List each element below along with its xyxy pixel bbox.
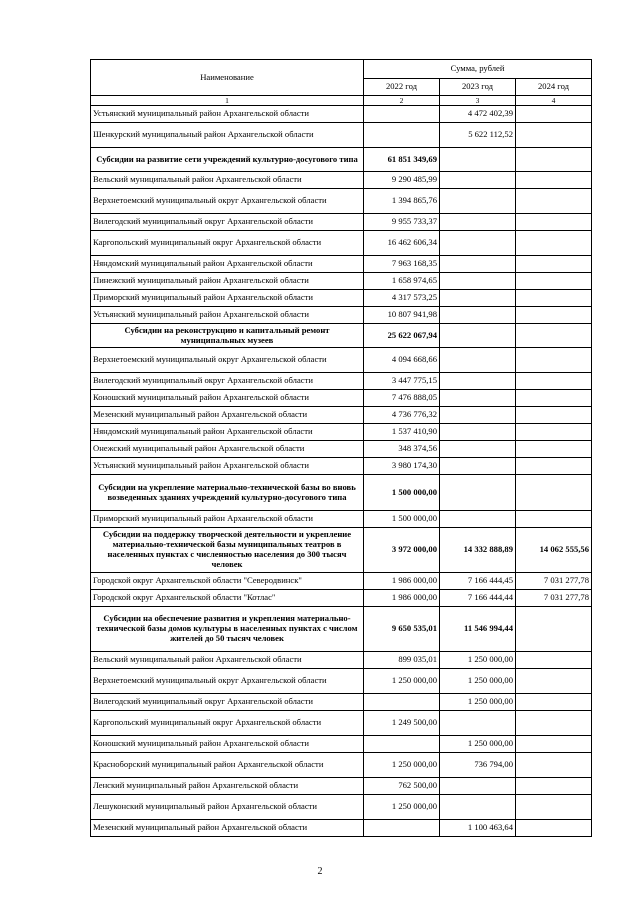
table-row — [91, 290, 592, 307]
amount-2023 — [440, 424, 516, 441]
amount-2022: 1 249 500,00 — [364, 711, 440, 736]
municipality-name: Приморский муниципальный район Архангельской области — [91, 511, 364, 528]
municipality-name: Верхнетоемский муниципальный округ Архангельской области — [91, 669, 364, 694]
amount-2024 — [516, 256, 592, 273]
table-row — [91, 172, 592, 189]
amount-2023 — [440, 148, 516, 172]
municipality-name: Устьянский муниципальный район Архангельской области — [91, 106, 364, 123]
table-row — [91, 458, 592, 475]
amount-2023 — [440, 324, 516, 348]
table-row — [91, 106, 592, 123]
table-row — [91, 407, 592, 424]
amount-2023: 7 166 444,44 — [440, 590, 516, 607]
amount-2022: 1 394 865,76 — [364, 189, 440, 214]
subsidy-title: Субсидии на поддержку творческой деятельности и укрепление материально-технической базы муниципальных театров в населенных пунктах с численностью населения до 300 тысяч человек — [91, 528, 364, 573]
amount-2023 — [440, 189, 516, 214]
subsidy-title: Субсидии на реконструкцию и капитальный ремонт муниципальных музеев — [91, 324, 364, 348]
amount-2022 — [364, 736, 440, 753]
table-row — [91, 373, 592, 390]
municipality-name: Верхнетоемский муниципальный округ Архангельской области — [91, 348, 364, 373]
header-sum: Сумма, рублей — [364, 60, 592, 79]
amount-2023: 7 166 444,45 — [440, 573, 516, 590]
amount-2023: 1 250 000,00 — [440, 669, 516, 694]
table-row — [91, 441, 592, 458]
amount-2024 — [516, 424, 592, 441]
amount-2022: 1 250 000,00 — [364, 753, 440, 778]
municipality-name: Коношский муниципальный район Архангельской области — [91, 390, 364, 407]
amount-2024 — [516, 458, 592, 475]
amount-2022: 10 807 941,98 — [364, 307, 440, 324]
municipality-name: Пинежский муниципальный район Архангельской области — [91, 273, 364, 290]
amount-2022 — [364, 694, 440, 711]
table-row — [91, 820, 592, 837]
table-row — [91, 307, 592, 324]
table-row — [91, 511, 592, 528]
amount-2022: 1 500 000,00 — [364, 475, 440, 511]
amount-2024 — [516, 390, 592, 407]
municipality-name: Вилегодский муниципальный округ Архангельской области — [91, 694, 364, 711]
amount-2024 — [516, 290, 592, 307]
amount-2022: 3 972 000,00 — [364, 528, 440, 573]
municipality-name: Городской округ Архангельской области "Северодвинск" — [91, 573, 364, 590]
amount-2022: 4 317 573,25 — [364, 290, 440, 307]
table-row — [91, 694, 592, 711]
amount-2024 — [516, 778, 592, 795]
header-year-2023: 2023 год — [440, 79, 516, 96]
amount-2022: 4 094 668,66 — [364, 348, 440, 373]
amount-2022: 7 476 888,05 — [364, 390, 440, 407]
amount-2024 — [516, 373, 592, 390]
amount-2023 — [440, 390, 516, 407]
municipality-name: Каргопольский муниципальный округ Архангельской области — [91, 231, 364, 256]
header-year-2024: 2024 год — [516, 79, 592, 96]
amount-2022: 1 250 000,00 — [364, 669, 440, 694]
table-row — [91, 652, 592, 669]
amount-2022: 348 374,56 — [364, 441, 440, 458]
amount-2022: 9 955 733,37 — [364, 214, 440, 231]
table-row — [91, 256, 592, 273]
amount-2022: 3 447 775,15 — [364, 373, 440, 390]
amount-2024 — [516, 669, 592, 694]
amount-2024 — [516, 795, 592, 820]
amount-2024 — [516, 324, 592, 348]
amount-2024 — [516, 511, 592, 528]
amount-2022: 7 963 168,35 — [364, 256, 440, 273]
amount-2024 — [516, 753, 592, 778]
amount-2024 — [516, 172, 592, 189]
table-row — [91, 590, 592, 607]
amount-2024 — [516, 652, 592, 669]
subsidy-section-row — [91, 475, 592, 511]
municipality-name: Мезенский муниципальный район Архангельской области — [91, 820, 364, 837]
amount-2024 — [516, 820, 592, 837]
table-row — [91, 736, 592, 753]
amount-2024 — [516, 694, 592, 711]
amount-2022 — [364, 820, 440, 837]
municipality-name: Шенкурский муниципальный район Архангельской области — [91, 123, 364, 148]
page-number: 2 — [317, 866, 323, 877]
subsidy-section-row — [91, 148, 592, 172]
amount-2023 — [440, 441, 516, 458]
table-row — [91, 273, 592, 290]
amount-2023: 5 622 112,52 — [440, 123, 516, 148]
table-row — [91, 189, 592, 214]
municipality-name: Коношский муниципальный район Архангельской области — [91, 736, 364, 753]
amount-2024 — [516, 123, 592, 148]
subsidy-section-row — [91, 528, 592, 573]
municipality-name: Вилегодский муниципальный округ Архангельской области — [91, 373, 364, 390]
subsidy-title: Субсидии на обеспечение развития и укрепления материально-технической базы домов культуры в населенных пунктах с числом жителей до 50 тысяч человек — [91, 607, 364, 652]
amount-2022 — [364, 123, 440, 148]
amount-2023 — [440, 273, 516, 290]
column-number: 3 — [440, 96, 516, 106]
amount-2023: 11 546 994,44 — [440, 607, 516, 652]
amount-2023: 1 250 000,00 — [440, 652, 516, 669]
amount-2024: 7 031 277,78 — [516, 590, 592, 607]
amount-2023 — [440, 711, 516, 736]
subsidy-title: Субсидии на укрепление материально-технической базы во вновь возведенных зданиях учреждений культурно-досугового типа — [91, 475, 364, 511]
column-number-row — [91, 96, 592, 106]
table-row — [91, 214, 592, 231]
amount-2024 — [516, 348, 592, 373]
municipality-name: Онежский муниципальный район Архангельской области — [91, 441, 364, 458]
amount-2023 — [440, 214, 516, 231]
amount-2023: 736 794,00 — [440, 753, 516, 778]
municipality-name: Городской округ Архангельской области "Котлас" — [91, 590, 364, 607]
amount-2022: 1 658 974,65 — [364, 273, 440, 290]
amount-2022: 1 986 000,00 — [364, 590, 440, 607]
municipality-name: Вельский муниципальный район Архангельской области — [91, 652, 364, 669]
amount-2022: 16 462 606,34 — [364, 231, 440, 256]
amount-2023: 4 472 402,39 — [440, 106, 516, 123]
amount-2023 — [440, 307, 516, 324]
municipality-name: Мезенский муниципальный район Архангельской области — [91, 407, 364, 424]
amount-2024 — [516, 214, 592, 231]
amount-2024 — [516, 607, 592, 652]
amount-2023 — [440, 511, 516, 528]
amount-2022: 1 500 000,00 — [364, 511, 440, 528]
amount-2023 — [440, 407, 516, 424]
amount-2022: 61 851 349,69 — [364, 148, 440, 172]
amount-2022: 9 290 485,99 — [364, 172, 440, 189]
amount-2023: 1 250 000,00 — [440, 694, 516, 711]
subsidy-section-row — [91, 607, 592, 652]
amount-2022: 1 986 000,00 — [364, 573, 440, 590]
amount-2024 — [516, 231, 592, 256]
municipality-name: Няндомский муниципальный район Архангельской области — [91, 424, 364, 441]
amount-2023 — [440, 475, 516, 511]
amount-2023 — [440, 795, 516, 820]
municipality-name: Устьянский муниципальный район Архангельской области — [91, 307, 364, 324]
municipality-name: Лешуконский муниципальный район Архангельской области — [91, 795, 364, 820]
header-year-2022: 2022 год — [364, 79, 440, 96]
amount-2023: 1 250 000,00 — [440, 736, 516, 753]
amount-2022: 1 250 000,00 — [364, 795, 440, 820]
municipality-name: Вилегодский муниципальный округ Архангельской области — [91, 214, 364, 231]
subsidy-title: Субсидии на развитие сети учреждений культурно-досугового типа — [91, 148, 364, 172]
amount-2023: 1 100 463,64 — [440, 820, 516, 837]
amount-2024 — [516, 736, 592, 753]
amount-2024 — [516, 441, 592, 458]
municipality-name: Няндомский муниципальный район Архангельской области — [91, 256, 364, 273]
amount-2024 — [516, 106, 592, 123]
amount-2024 — [516, 148, 592, 172]
amount-2023 — [440, 172, 516, 189]
table-row — [91, 123, 592, 148]
column-number: 4 — [516, 96, 592, 106]
amount-2024 — [516, 407, 592, 424]
budget-table — [90, 59, 592, 837]
amount-2023 — [440, 231, 516, 256]
municipality-name: Устьянский муниципальный район Архангельской области — [91, 458, 364, 475]
table-row — [91, 348, 592, 373]
amount-2024 — [516, 475, 592, 511]
column-number: 1 — [91, 96, 364, 106]
amount-2024: 7 031 277,78 — [516, 573, 592, 590]
amount-2022: 762 500,00 — [364, 778, 440, 795]
amount-2023 — [440, 458, 516, 475]
municipality-name: Верхнетоемский муниципальный округ Архангельской области — [91, 189, 364, 214]
table-row — [91, 231, 592, 256]
table-body — [91, 106, 592, 837]
municipality-name: Красноборский муниципальный район Архангельской области — [91, 753, 364, 778]
amount-2022: 1 537 410,90 — [364, 424, 440, 441]
municipality-name: Вельский муниципальный район Архангельской области — [91, 172, 364, 189]
amount-2023 — [440, 373, 516, 390]
table-row — [91, 753, 592, 778]
amount-2024: 14 062 555,56 — [516, 528, 592, 573]
table-row — [91, 390, 592, 407]
municipality-name: Приморский муниципальный район Архангельской области — [91, 290, 364, 307]
amount-2023 — [440, 290, 516, 307]
table-row — [91, 711, 592, 736]
amount-2022 — [364, 106, 440, 123]
table-row — [91, 795, 592, 820]
subsidy-section-row — [91, 324, 592, 348]
header-name: Наименование — [91, 60, 364, 96]
table-row — [91, 573, 592, 590]
municipality-name: Ленский муниципальный район Архангельской области — [91, 778, 364, 795]
column-number: 2 — [364, 96, 440, 106]
amount-2024 — [516, 307, 592, 324]
amount-2022: 25 622 067,94 — [364, 324, 440, 348]
amount-2022: 9 650 535,01 — [364, 607, 440, 652]
amount-2023 — [440, 348, 516, 373]
table-row — [91, 424, 592, 441]
amount-2024 — [516, 711, 592, 736]
amount-2022: 899 035,01 — [364, 652, 440, 669]
table-row — [91, 778, 592, 795]
amount-2022: 4 736 776,32 — [364, 407, 440, 424]
amount-2022: 3 980 174,30 — [364, 458, 440, 475]
amount-2023: 14 332 888,89 — [440, 528, 516, 573]
amount-2023 — [440, 778, 516, 795]
amount-2024 — [516, 189, 592, 214]
amount-2023 — [440, 256, 516, 273]
table-header — [91, 60, 592, 106]
municipality-name: Каргопольский муниципальный округ Архангельской области — [91, 711, 364, 736]
table-row — [91, 669, 592, 694]
amount-2024 — [516, 273, 592, 290]
